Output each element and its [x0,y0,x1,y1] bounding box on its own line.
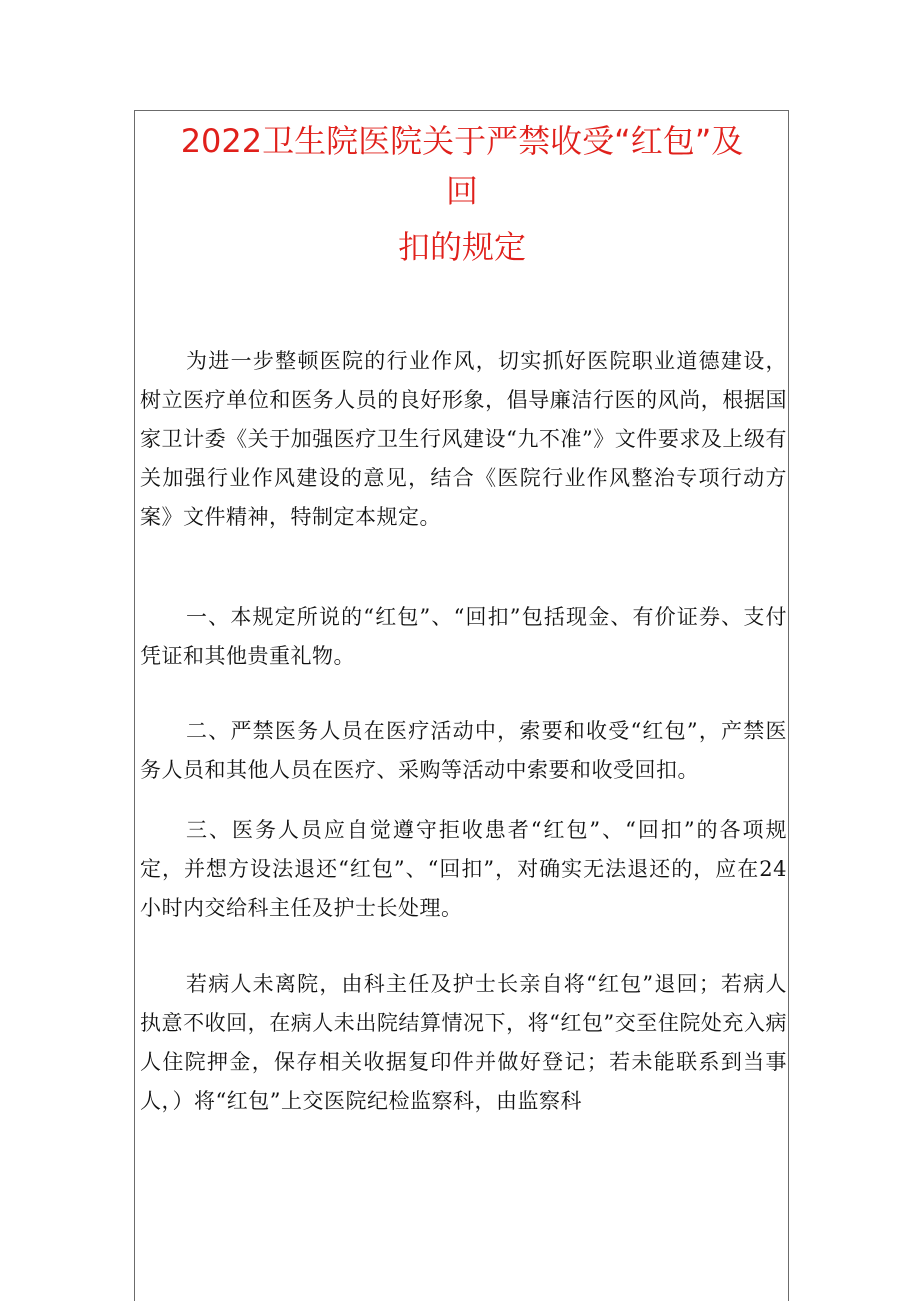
paragraph-article-1: 一、本规定所说的“红包”、“回扣”包括现金、有价证券、支付凭证和其他贵重礼物。 [140,605,787,668]
document-title-line-2: 回 [445,172,478,210]
document-title-line-1: 2022卫生院医院关于严禁收受“红包”及 [180,122,744,160]
paragraph-article-2: 二、严禁医务人员在医疗活动中，索要和收受“红包”，产禁医务人员和其他人员在医疗、采购等活动中索要和收受回扣。 [140,719,787,782]
document-title-line-3: 扣的规定 [397,228,526,266]
paragraph-article-3: 三、医务人员应自觉遵守拒收患者“红包”、“回扣”的各项规定，并想方设法退还“红包”、“回扣”，对确实无法退还的，应在24小时内交给科主任及护士长处理。 [140,818,787,920]
paragraph-intro: 为进一步整顿医院的行业作风，切实抓好医院职业道德建设，树立医疗单位和医务人员的良好形象，倡导廉洁行医的风尚，根据国家卫计委《关于加强医疗卫生行风建设“九不准”》文件要求及上级有关加强行业作风建设的意见，结合《医院行业作风整治专项行动方案》文件精神，特制定本规定。 [140,349,787,529]
paragraph-article-3-continued: 若病人未离院，由科主任及护士长亲自将“红包”退回；若病人执意不收回，在病人未出院结算情况下，将“红包”交至住院处充入病人住院押金，保存相关收据复印件并做好登记；若未能联系到当事人，）将“红包”上交医院纪检监察科，由监察科 [140,972,787,1113]
page-border [134,110,789,1301]
